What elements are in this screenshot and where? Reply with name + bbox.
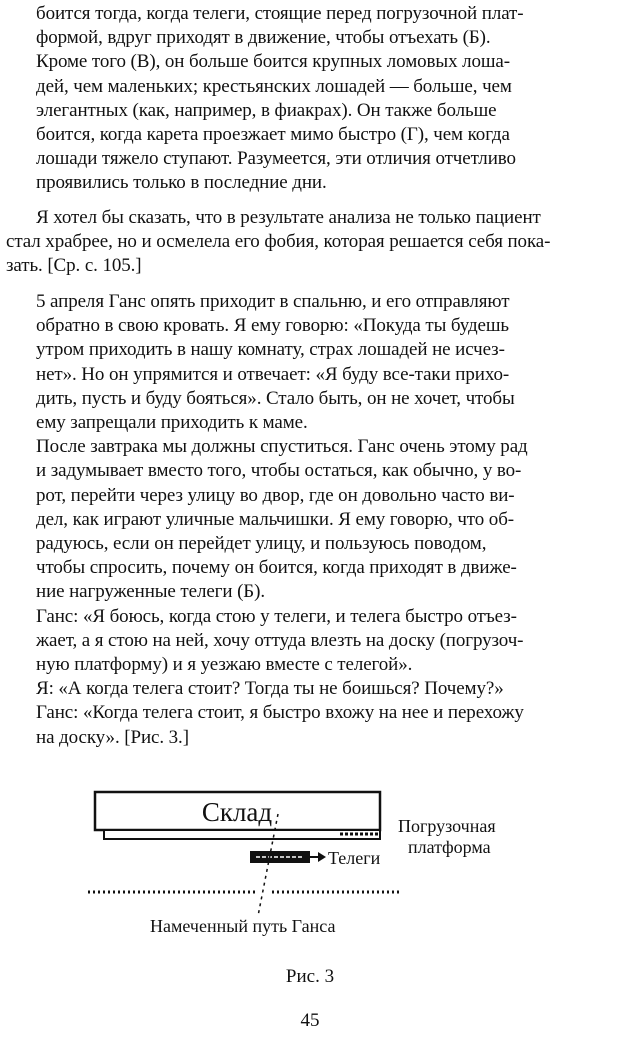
carts-label: Телеги [328,848,381,868]
text-line: чтобы спросить, почему он боится, когда приходят в движе- [36,557,517,579]
text-line: ную платформу) и я уезжаю вместе с телегой». [36,654,413,676]
text-line: лошади тяжело ступают. Разумеется, эти отличия отчетливо [36,148,516,170]
text-line: После завтрака мы должны спуститься. Ганс очень этому рад [36,436,528,458]
platform-label-line1: Погрузочная [398,816,496,836]
paragraph-1 [36,2,612,196]
text-line: проявились только в последние дни. [36,172,327,194]
text-line: ние нагруженные телеги (Б). [36,581,265,603]
text-line: на доску». [Рис. 3.] [36,726,189,748]
text-line: утром приходить в нашу комнату, страх лошадей не исчез- [36,339,505,361]
warehouse-label: Склад [201,797,273,827]
text-line: и задумывает вместо того, чтобы остаться, как обычно, у во- [36,460,522,482]
paragraph-3 [36,290,612,750]
text-line: боится тогда, когда телеги, стоящие перед погрузочной плат- [36,3,524,24]
path-label: Намеченный путь Ганса [150,916,336,936]
text-line: жает, а я стою на ней, хочу оттуда влезть на доску (погрузоч- [36,629,524,651]
loading-platform [104,830,380,839]
text-line: дить, пусть и буду бояться». Стало быть, он не хочет, чтобы [36,387,515,409]
text-line: боится, когда карета проезжает мимо быстро (Г), чем когда [36,124,510,146]
figure-caption: Рис. 3 [285,966,335,987]
text-line: Ганс: «Когда телега стоит, я быстро вхожу на нее и перехожу [36,702,524,724]
text-line: дел, как играют уличные мальчишки. Я ему говорю, что об- [36,508,515,530]
text-line: нет». Но он упрямится и отвечает: «Я буду все-таки прихо- [36,363,510,385]
text-line: стал храбрее, но и осмелела его фобия, которая решается себя пока- [6,231,551,253]
paragraph-2 [6,206,612,279]
platform-label-line2: платформа [408,837,491,857]
text-line: Ганс: «Я боюсь, когда стою у телеги, и телега быстро отъез- [36,605,517,627]
text-line: Кроме того (В), он больше боится крупных ломовых лоша- [36,51,510,73]
text-line: Я хотел бы сказать, что в результате анализа не только пациент [36,207,541,228]
text-line: формой, вдруг приходят в движение, чтобы отъехать (Б). [36,27,491,49]
text-line: элегантных (как, например, в фиакрах). Он также больше [36,99,497,121]
text-line: обратно в свою кровать. Я ему говорю: «Покуда ты будешь [36,315,509,337]
text-line: зать. [Ср. с. 105.] [6,255,142,277]
text-line: ему запрещали приходить к маме. [36,412,308,434]
text-line: дей, чем маленьких; крестьянских лошадей — больше, чем [36,75,512,97]
page-number: 45 [300,1010,320,1031]
text-line: Я: «А когда телега стоит? Тогда ты не боишься? Почему?» [36,678,504,700]
text-line: радуюсь, если он перейдет улицу, и пользуюсь поводом, [36,533,487,555]
carts-arrow-head [318,852,326,862]
text-line: 5 апреля Ганс опять приходит в спальню, и его отправляют [36,291,510,312]
text-line: рот, перейти через улицу во двор, где он довольно часто ви- [36,484,515,506]
